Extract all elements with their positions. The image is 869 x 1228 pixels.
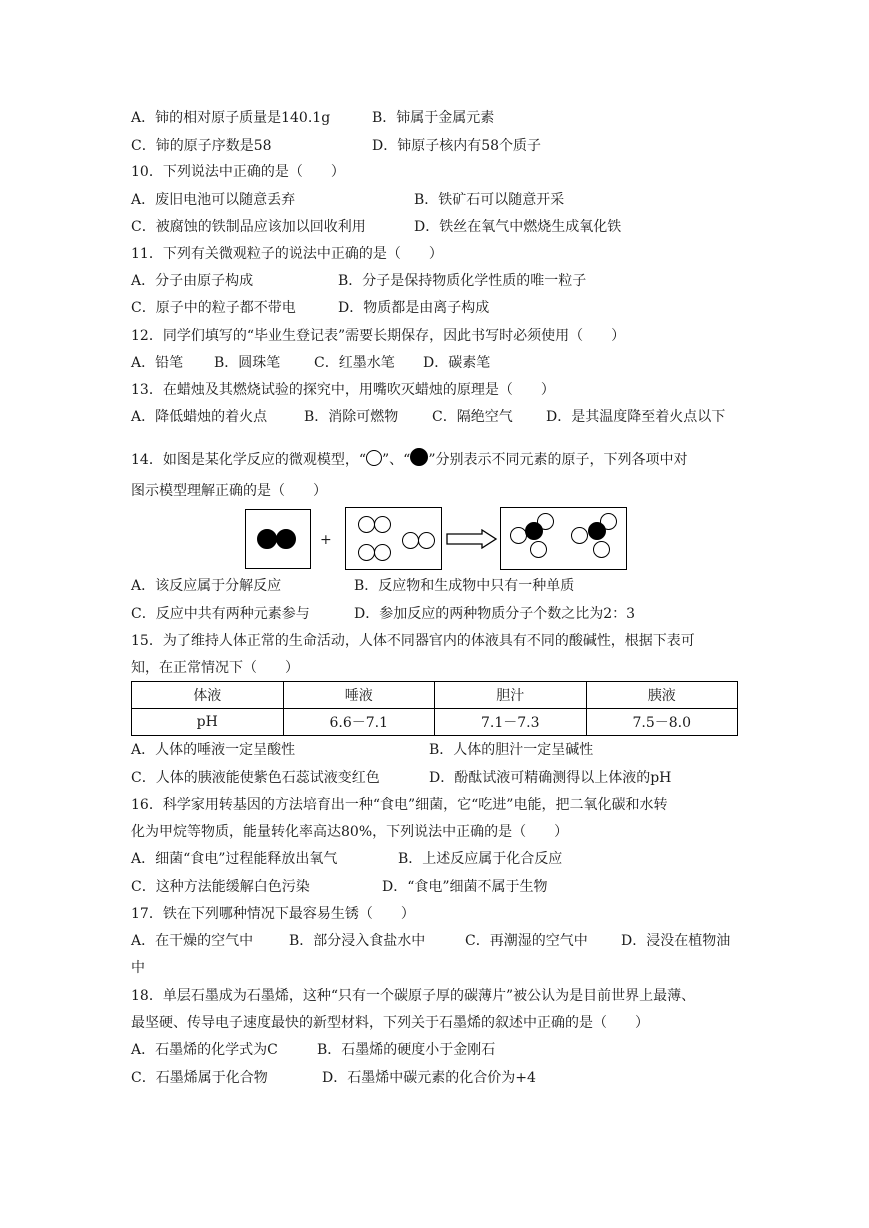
- ph-table: [131, 681, 738, 736]
- table-cell: 体液: [132, 682, 284, 709]
- q16-option-b: B．上述反应属于化合反应: [398, 851, 563, 867]
- q18-option-a: A．石墨烯的化学式为C: [131, 1042, 278, 1058]
- q11-option-c: C．原子中的粒子都不带电: [131, 300, 296, 316]
- q15-option-b: B．人体的胆汁一定呈碱性: [429, 742, 594, 758]
- q17-option-d-wrap: 中: [131, 960, 145, 976]
- q17-option-b: B．部分浸入食盐水中: [289, 933, 426, 949]
- q16-stem: 16．科学家用转基因的方法培育出一种“食电”细菌，它“吃进”电能，把二氧化碳和水转: [131, 797, 668, 813]
- q17-stem: 17．铁在下列哪种情况下最容易生锈（ ）: [131, 906, 415, 922]
- reaction-arrow-icon: [446, 529, 498, 549]
- white-atom-icon: [374, 516, 391, 533]
- q15-stem-line2: 知，在正常情况下（ ）: [131, 660, 299, 676]
- q17-option-a: A．在干燥的空气中: [131, 933, 254, 949]
- q12-stem: 12．同学们填写的“毕业生登记表”需要长期保存，因此书写时必须使用（ ）: [131, 328, 626, 344]
- q18-option-d: D．石墨烯中碳元素的化合价为+4: [322, 1070, 536, 1086]
- q10-option-b: B．铁矿石可以随意开采: [414, 192, 565, 208]
- white-atom-icon: [571, 527, 588, 544]
- q10-option-a: A．废旧电池可以随意丢弃: [131, 192, 296, 208]
- q18-stem: 18．单层石墨成为石墨烯，这种“只有一个碳原子厚的碳薄片”被公认为是目前世界上最薄、: [131, 988, 696, 1004]
- q12-option-b: B．圆珠笔: [214, 355, 281, 371]
- q17-option-c: C．再潮湿的空气中: [465, 933, 588, 949]
- q11-option-d: D．物质都是由离子构成: [338, 300, 490, 316]
- q16-option-c: C．这种方法能缓解白色污染: [131, 879, 310, 895]
- reactant-box-2: [345, 507, 442, 570]
- q14-option-d: D．参加反应的两种物质分子个数之比为2：3: [354, 606, 636, 622]
- q13-option-a: A．降低蜡烛的着火点: [131, 409, 268, 425]
- q10-option-d: D．铁丝在氧气中燃烧生成氧化铁: [414, 219, 622, 235]
- product-box: [500, 507, 627, 570]
- q17-option-d: D．浸没在植物油: [621, 933, 731, 949]
- white-atom-icon: [402, 532, 419, 549]
- q13-option-c: C．隔绝空气: [432, 409, 513, 425]
- reactant-box-1: [245, 509, 311, 569]
- table-cell: 6.6－7.1: [283, 709, 435, 736]
- black-atom-icon: [588, 522, 606, 540]
- q15-option-a: A．人体的唾液一定呈酸性: [131, 742, 296, 758]
- q18-stem-line2: 最坚硬、传导电子速度最快的新型材料，下列关于石墨烯的叙述中正确的是（ ）: [131, 1015, 649, 1031]
- white-atom-icon: [366, 450, 382, 466]
- white-atom-icon: [358, 516, 375, 533]
- q14-stem-line2: 图示模型理解正确的是（ ）: [131, 483, 327, 499]
- q9-option-a: A．铈的相对原子质量是140.1g: [131, 110, 331, 126]
- q14-option-c: C．反应中共有两种元素参与: [131, 606, 310, 622]
- table-header-row: [132, 682, 738, 709]
- q10-option-c: C．被腐蚀的铁制品应该加以回收利用: [131, 219, 366, 235]
- q15-option-c: C．人体的胰液能使紫色石蕊试液变红色: [131, 770, 380, 786]
- white-atom-icon: [418, 532, 435, 549]
- q11-option-b: B．分子是保持物质化学性质的唯一粒子: [338, 273, 587, 289]
- table-row: [132, 709, 738, 736]
- table-cell: 7.1－7.3: [435, 709, 587, 736]
- q14-option-b: B．反应物和生成物中只有一种单质: [354, 578, 575, 594]
- q16-option-d: D．“食电”细菌不属于生物: [382, 879, 548, 895]
- q9-option-d: D．铈原子核内有58个质子: [372, 138, 542, 154]
- q15-stem: 15．为了维持人体正常的生命活动，人体不同器官内的体液具有不同的酸碱性，根据下表可: [131, 633, 695, 649]
- black-atom-icon: [410, 448, 428, 466]
- q9-option-b: B．铈属于金属元素: [372, 110, 495, 126]
- q9-option-c: C．铈的原子序数是58: [131, 138, 272, 154]
- table-cell: 7.5－8.0: [586, 709, 738, 736]
- q14-stem: 14．如图是某化学反应的微观模型，“ ”、“ ”分别表示不同元素的原子，下列各项中对: [131, 446, 687, 466]
- q11-option-a: A．分子由原子构成: [131, 273, 254, 289]
- q13-option-d: D．是其温度降至着火点以下: [546, 409, 726, 425]
- q12-option-c: C．红墨水笔: [314, 355, 395, 371]
- q12-option-d: D．碳素笔: [423, 355, 491, 371]
- q11-stem: 11．下列有关微观粒子的说法中正确的是（ ）: [131, 246, 443, 262]
- plus-sign: +: [320, 532, 332, 548]
- q13-stem: 13．在蜡烛及其燃烧试验的探究中，用嘴吹灭蜡烛的原理是（ ）: [131, 382, 555, 398]
- q12-option-a: A．铅笔: [131, 355, 184, 371]
- q14-option-a: A．该反应属于分解反应: [131, 578, 282, 594]
- q10-stem: 10．下列说法中正确的是（ ）: [131, 164, 345, 180]
- white-atom-icon: [358, 544, 375, 561]
- black-atom-icon: [276, 529, 296, 549]
- white-atom-icon: [374, 544, 391, 561]
- q18-option-c: C．石墨烯属于化合物: [131, 1070, 268, 1086]
- white-atom-icon: [530, 541, 547, 558]
- black-atom-icon: [525, 522, 543, 540]
- table-cell: 唾液: [283, 682, 435, 709]
- white-atom-icon: [593, 541, 610, 558]
- table-cell: 胆汁: [435, 682, 587, 709]
- table-cell: 胰液: [586, 682, 738, 709]
- table-cell: pH: [132, 709, 284, 736]
- q13-option-b: B．消除可燃物: [304, 409, 399, 425]
- black-atom-icon: [257, 529, 277, 549]
- q15-option-d: D．酚酞试液可精确测得以上体液的pH: [429, 770, 672, 786]
- q16-stem-line2: 化为甲烷等物质，能量转化率高达80%，下列说法中正确的是（ ）: [131, 824, 569, 840]
- q18-option-b: B．石墨烯的硬度小于金刚石: [317, 1042, 496, 1058]
- q16-option-a: A．细菌“食电”过程能释放出氧气: [131, 851, 338, 867]
